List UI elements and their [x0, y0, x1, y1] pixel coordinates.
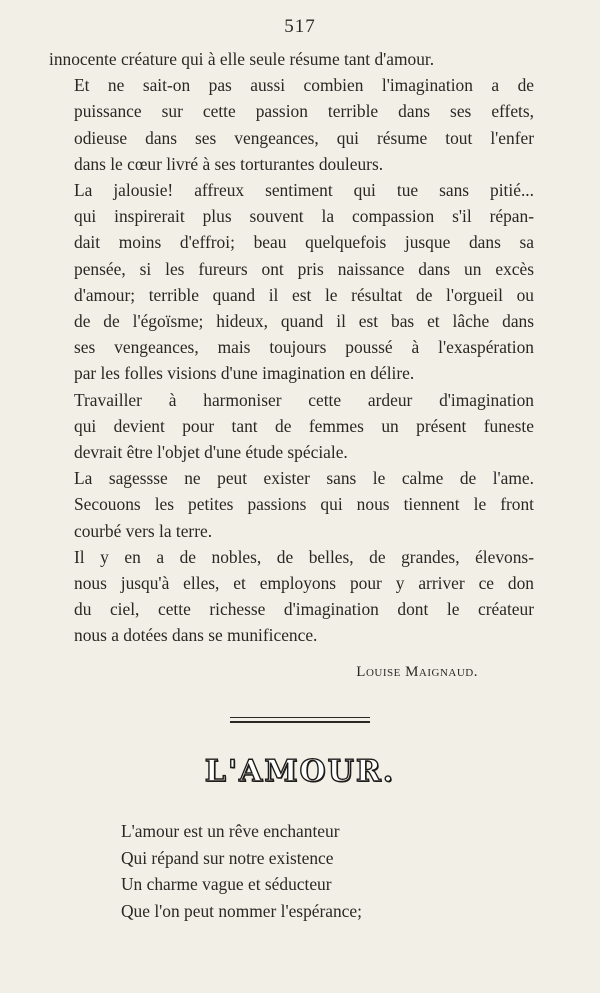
paragraph — [49, 465, 534, 544]
text-line: nous a dotées dans se munificence. — [74, 625, 318, 646]
text-line: La jalousie! affreux sentiment qui tue sans pitié... — [74, 180, 534, 201]
text-line: qui inspirerait plus souvent la compassion s'il répan- — [74, 206, 534, 227]
poem-verse: Qui répand sur notre existence — [121, 847, 334, 868]
text-line: nous jusqu'à elles, et employons pour y arriver ce don — [74, 573, 534, 594]
text-line: dait moins d'effroi; beau quelquefois jusque dans sa — [74, 232, 534, 253]
text-line: Et ne sait-on pas aussi combien l'imagination a de — [74, 75, 534, 96]
text-line: par les folles visions d'une imagination en délire. — [74, 363, 415, 384]
text-line: pensée, si les fureurs ont pris naissance dans un excès — [74, 258, 534, 279]
text-line: Secouons les petites passions qui nous tiennent le front — [74, 494, 534, 515]
section-divider — [230, 717, 370, 718]
poem-title: L'AMOUR. — [204, 754, 396, 789]
section-divider — [230, 721, 370, 723]
text-line: puissance sur cette passion terrible dans ses effets, — [74, 101, 534, 122]
paragraph — [49, 72, 534, 177]
text-line: odieuse dans ses vengeances, qui résume tout l'enfer — [74, 127, 534, 148]
paragraph — [49, 544, 534, 649]
page-number: 517 — [284, 16, 316, 37]
text-line: qui devient pour tant de femmes un présent funeste — [74, 415, 534, 436]
paragraph — [49, 46, 534, 72]
poem-verse: Un charme vague et séducteur — [121, 874, 332, 894]
text-line: innocente créature qui à elle seule résume tant d'amour. — [49, 49, 435, 69]
text-line: Travailler à harmoniser cette ardeur d'imagination — [74, 389, 534, 410]
paragraph — [49, 177, 534, 387]
text-line: dans le cœur livré à ses torturantes douleurs. — [74, 153, 384, 174]
prose-body — [49, 46, 534, 649]
text-line: ses vengeances, mais toujours poussé à l'exaspération — [74, 337, 534, 358]
poem-verse: Que l'on peut nommer l'espérance; — [121, 900, 362, 921]
poem-verse: L'amour est un rêve enchanteur — [121, 821, 340, 841]
text-line: devrait être l'objet d'une étude spéciale. — [74, 442, 348, 463]
text-line: Il y en a de nobles, de belles, de grandes, élevons- — [74, 546, 534, 567]
poem — [121, 818, 362, 924]
paragraph — [49, 387, 534, 466]
text-line: La sagessse ne peut exister sans le calme de l'ame. — [74, 468, 534, 489]
author-signature: Louise Maignaud. — [356, 664, 478, 680]
text-line: de de l'égoïsme; hideux, quand il est bas et lâche dans — [74, 311, 534, 332]
text-line: courbé vers la terre. — [74, 520, 213, 541]
text-line: du ciel, cette richesse d'imagination dont le créateur — [74, 599, 534, 620]
text-line: d'amour; terrible quand il est le résultat de l'orgueil ou — [74, 284, 534, 305]
